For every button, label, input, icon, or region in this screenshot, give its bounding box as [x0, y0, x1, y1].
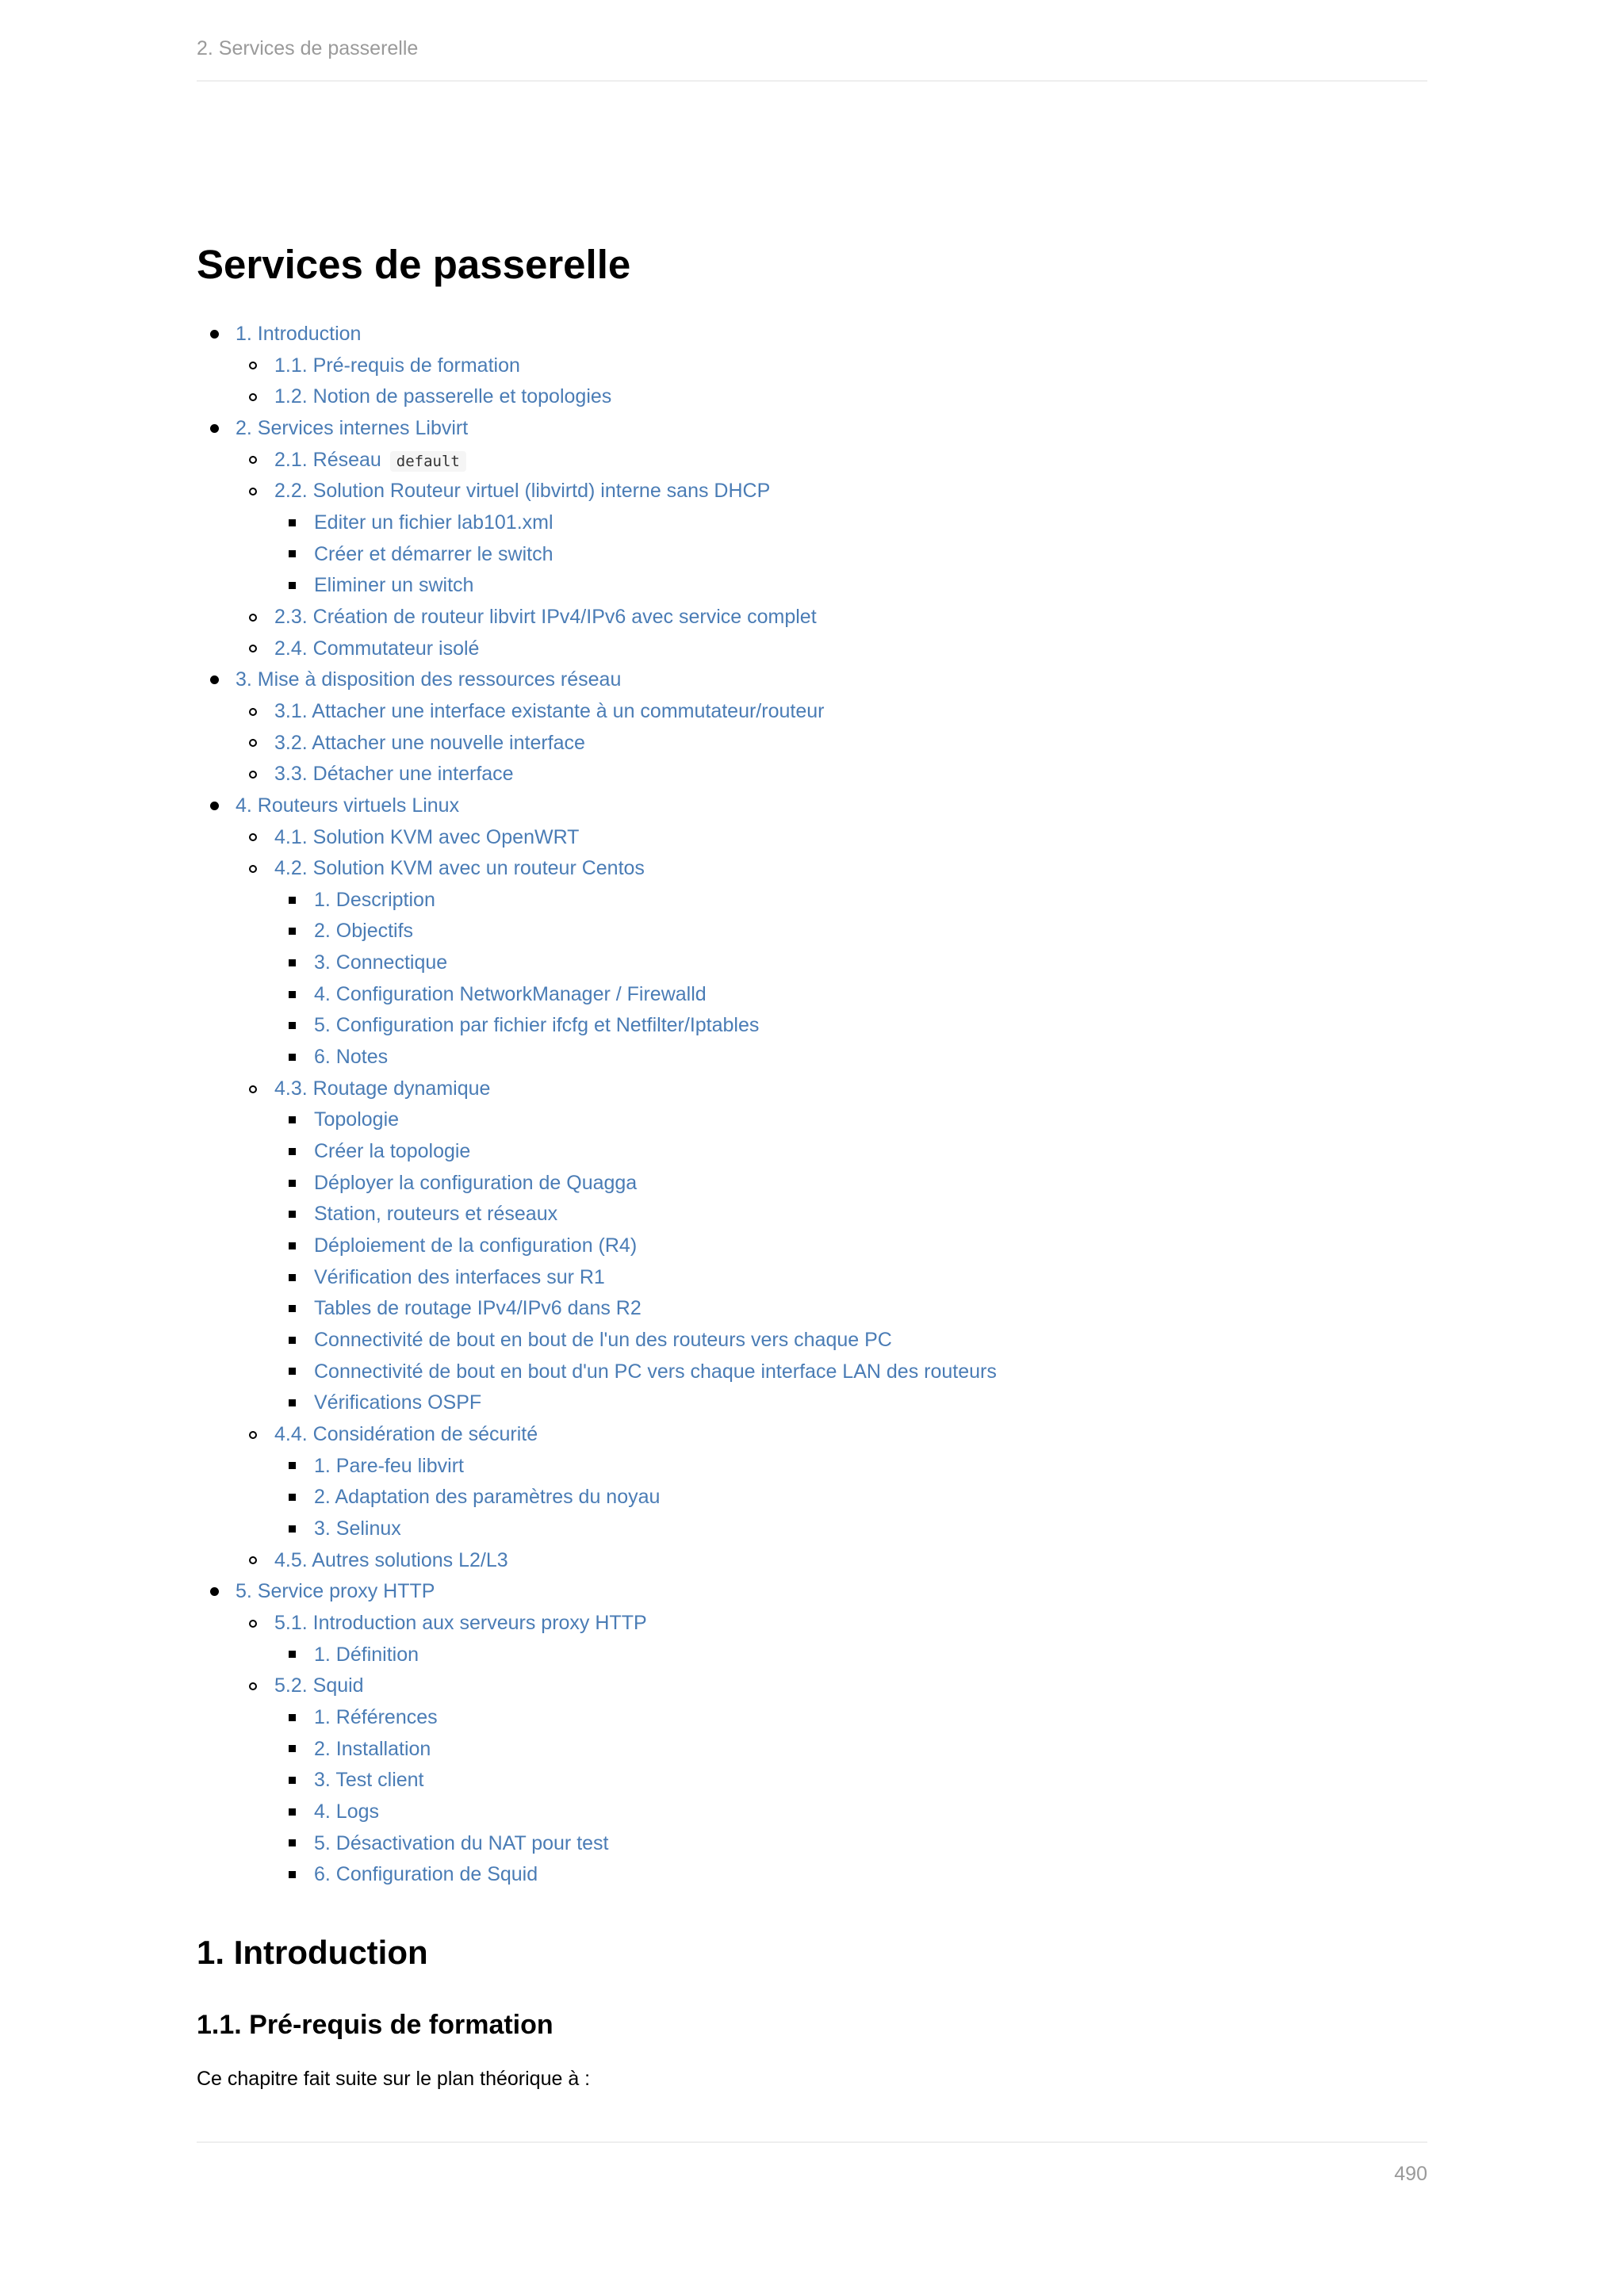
toc-link-label: Créer la topologie	[314, 1140, 471, 1163]
toc-link[interactable]	[314, 1734, 431, 1766]
circle-bullet-icon	[249, 708, 257, 716]
toc-item	[197, 602, 1427, 633]
toc-item	[197, 947, 1427, 979]
toc-link-label: 4.5. Autres solutions L2/L3	[274, 1548, 508, 1571]
toc-link-label: 6. Configuration de Squid	[314, 1863, 538, 1886]
toc-link-label: 2. Objectifs	[314, 920, 414, 943]
toc-link[interactable]	[274, 822, 579, 854]
toc-link[interactable]	[274, 350, 520, 382]
square-bullet-icon	[289, 1148, 296, 1155]
toc-link[interactable]	[274, 853, 645, 885]
toc-link-label: 4. Routeurs virtuels Linux	[236, 794, 460, 817]
inline-code: default	[390, 451, 466, 472]
toc-link[interactable]	[314, 979, 707, 1011]
square-bullet-icon	[289, 1462, 296, 1469]
header-divider	[197, 80, 1427, 82]
toc-item	[197, 696, 1427, 728]
toc-link-label: Vérifications OSPF	[314, 1391, 482, 1414]
toc-link[interactable]	[314, 916, 413, 947]
square-bullet-icon	[289, 1777, 296, 1784]
circle-bullet-icon	[249, 1085, 257, 1093]
toc-item	[197, 1357, 1427, 1388]
toc-item	[197, 853, 1427, 885]
disc-bullet-icon	[210, 675, 219, 684]
toc-link[interactable]	[314, 1513, 401, 1545]
toc-item	[197, 1042, 1427, 1073]
disc-bullet-icon	[210, 802, 219, 810]
toc-link-label: Vérification des interfaces sur R1	[314, 1265, 605, 1288]
toc-link-label: Créer et démarrer le switch	[314, 542, 553, 565]
toc-link-label: 2.4. Commutateur isolé	[274, 637, 480, 660]
section-heading-introduction: 1. Introduction	[197, 1934, 428, 1971]
square-bullet-icon	[289, 1337, 296, 1344]
toc-link[interactable]	[314, 1451, 464, 1483]
toc-link-label: 4.3. Routage dynamique	[274, 1077, 491, 1100]
circle-bullet-icon	[249, 362, 257, 369]
toc-link[interactable]	[314, 1104, 399, 1136]
toc-item	[197, 1010, 1427, 1042]
toc-link-label: 3.2. Attacher une nouvelle interface	[274, 731, 585, 754]
square-bullet-icon	[289, 1242, 296, 1249]
toc-link-label: 4. Configuration NetworkManager / Firewalld	[314, 982, 707, 1005]
toc-link[interactable]	[314, 1230, 637, 1262]
toc-link-label: 1. Pare-feu libvirt	[314, 1454, 464, 1477]
footer-divider	[197, 2141, 1427, 2143]
circle-bullet-icon	[249, 456, 257, 464]
disc-bullet-icon	[210, 424, 219, 433]
toc-link[interactable]	[314, 1765, 424, 1797]
square-bullet-icon	[289, 1116, 296, 1123]
toc-item	[197, 1451, 1427, 1483]
toc-link[interactable]	[274, 445, 466, 478]
toc-link[interactable]	[274, 602, 817, 633]
square-bullet-icon	[289, 928, 296, 935]
running-header: 2. Services de passerelle	[197, 37, 419, 59]
toc-item	[197, 1765, 1427, 1797]
toc-link-label: 1.1. Pré-requis de formation	[274, 354, 520, 377]
toc-link-label: Tables de routage IPv4/IPv6 dans R2	[314, 1297, 642, 1320]
toc-link[interactable]	[274, 728, 585, 760]
toc-item	[197, 1168, 1427, 1200]
toc-link-label: 3. Mise à disposition des ressources réseau	[236, 668, 622, 691]
toc-link[interactable]	[314, 1828, 608, 1860]
toc-link[interactable]	[314, 570, 473, 602]
square-bullet-icon	[289, 959, 296, 966]
circle-bullet-icon	[249, 645, 257, 652]
toc-item	[197, 728, 1427, 760]
toc-link-label: 2.1. Réseau	[274, 448, 381, 471]
toc-link-label: Eliminer un switch	[314, 574, 474, 597]
toc-item	[197, 1734, 1427, 1766]
toc-item	[197, 539, 1427, 571]
toc-link[interactable]	[314, 1640, 419, 1671]
toc-link-label: 2.2. Solution Routeur virtuel (libvirtd) interne sans DHCP	[274, 480, 771, 503]
toc-item	[197, 570, 1427, 602]
toc-link-label: 5.1. Introduction aux serveurs proxy HTTP	[274, 1611, 647, 1634]
square-bullet-icon	[289, 1274, 296, 1281]
body-paragraph: Ce chapitre fait suite sur le plan théorique à :	[197, 2068, 591, 2090]
toc-item	[197, 319, 1427, 350]
toc-link[interactable]	[236, 664, 621, 696]
toc-item	[197, 1608, 1427, 1640]
toc-link[interactable]	[274, 1608, 647, 1640]
toc-link-label: 3. Selinux	[314, 1517, 401, 1540]
toc-item	[197, 979, 1427, 1011]
toc-link-label: 1. Introduction	[236, 323, 362, 345]
circle-bullet-icon	[249, 865, 257, 873]
toc-item	[197, 1576, 1427, 1608]
toc-link-label: 2. Installation	[314, 1737, 431, 1760]
toc-link-label: 4.1. Solution KVM avec OpenWRT	[274, 825, 580, 848]
square-bullet-icon	[289, 1180, 296, 1187]
toc-item	[197, 885, 1427, 916]
toc-link-label: 1. Description	[314, 888, 435, 911]
toc-item	[197, 1419, 1427, 1451]
toc-item	[197, 413, 1427, 445]
toc-item	[197, 1387, 1427, 1419]
square-bullet-icon	[289, 1871, 296, 1878]
disc-bullet-icon	[210, 330, 219, 339]
toc-link[interactable]	[274, 1419, 538, 1451]
toc-link[interactable]	[236, 319, 361, 350]
toc-link-label: 3.1. Attacher une interface existante à un commutateur/routeur	[274, 699, 825, 722]
toc-item	[197, 1640, 1427, 1671]
circle-bullet-icon	[249, 1431, 257, 1439]
toc-link[interactable]	[274, 381, 611, 413]
toc-item	[197, 350, 1427, 382]
toc-link[interactable]	[314, 1136, 470, 1168]
circle-bullet-icon	[249, 833, 257, 841]
square-bullet-icon	[289, 1368, 296, 1375]
toc-link-label: Déployer la configuration de Quagga	[314, 1171, 638, 1194]
square-bullet-icon	[289, 1714, 296, 1721]
toc-link[interactable]	[314, 1482, 660, 1513]
toc-link[interactable]	[274, 1670, 364, 1702]
toc-link-label: Connectivité de bout en bout d'un PC vers chaque interface LAN des routeurs	[314, 1360, 997, 1383]
toc-link-label: Déploiement de la configuration (R4)	[314, 1234, 638, 1257]
toc-link[interactable]	[274, 476, 770, 507]
toc-link[interactable]	[314, 885, 435, 916]
toc-item	[197, 1482, 1427, 1513]
toc-link-label: Topologie	[314, 1108, 400, 1131]
toc-item	[197, 1073, 1427, 1105]
toc-link[interactable]	[314, 1262, 605, 1294]
square-bullet-icon	[289, 1808, 296, 1816]
toc-item	[197, 633, 1427, 665]
toc-item	[197, 1797, 1427, 1828]
square-bullet-icon	[289, 1745, 296, 1752]
toc-link-label: 4.2. Solution KVM avec un routeur Centos	[274, 857, 645, 880]
toc-link-label: Station, routeurs et réseaux	[314, 1203, 558, 1226]
toc-link-label: 1. Références	[314, 1705, 438, 1728]
circle-bullet-icon	[249, 1682, 257, 1690]
square-bullet-icon	[289, 519, 296, 526]
toc-link[interactable]	[236, 790, 459, 822]
toc-item	[197, 1670, 1427, 1702]
toc-link-label: 4. Logs	[314, 1800, 380, 1823]
square-bullet-icon	[289, 991, 296, 998]
toc-item	[197, 1199, 1427, 1230]
toc-item	[197, 507, 1427, 539]
circle-bullet-icon	[249, 1620, 257, 1628]
toc-link-label: 3.3. Détacher une interface	[274, 763, 514, 786]
toc-item	[197, 1513, 1427, 1545]
toc-link-label: 2.3. Création de routeur libvirt IPv4/IPv6 avec service complet	[274, 605, 817, 628]
toc-link-label: 3. Connectique	[314, 951, 448, 974]
toc-link[interactable]	[274, 1073, 490, 1105]
square-bullet-icon	[289, 897, 296, 904]
toc-item	[197, 1230, 1427, 1262]
circle-bullet-icon	[249, 614, 257, 622]
toc-item	[197, 822, 1427, 854]
subsection-heading-prerequisites: 1.1. Pré-requis de formation	[197, 2010, 553, 2040]
toc-link[interactable]	[314, 1010, 759, 1042]
toc-link[interactable]	[314, 1387, 481, 1419]
toc-link[interactable]	[314, 1293, 642, 1325]
toc-item	[197, 381, 1427, 413]
toc-link[interactable]	[314, 1797, 379, 1828]
toc-item	[197, 445, 1427, 476]
toc-item	[197, 476, 1427, 507]
toc-item	[197, 1859, 1427, 1891]
toc-link[interactable]	[314, 1325, 892, 1357]
toc-item	[197, 1104, 1427, 1136]
toc-link-label: 1.2. Notion de passerelle et topologies	[274, 385, 612, 408]
square-bullet-icon	[289, 1399, 296, 1406]
toc-item	[197, 1545, 1427, 1577]
toc-item	[197, 790, 1427, 822]
toc-link[interactable]	[274, 696, 824, 728]
toc-link-label: 5. Service proxy HTTP	[236, 1580, 435, 1603]
toc-link[interactable]	[236, 413, 468, 445]
toc-link[interactable]	[314, 1199, 557, 1230]
toc-link[interactable]	[314, 507, 553, 539]
toc-item	[197, 664, 1427, 696]
circle-bullet-icon	[249, 771, 257, 779]
toc-link[interactable]	[314, 1859, 538, 1891]
toc-link[interactable]	[314, 539, 553, 571]
toc-link-label: 5. Désactivation du NAT pour test	[314, 1831, 609, 1854]
toc-item	[197, 1293, 1427, 1325]
toc-link-label: 2. Adaptation des paramètres du noyau	[314, 1486, 661, 1509]
circle-bullet-icon	[249, 1556, 257, 1564]
square-bullet-icon	[289, 1494, 296, 1501]
toc-item	[197, 1262, 1427, 1294]
toc-link-label: 1. Définition	[314, 1643, 419, 1666]
toc-link[interactable]	[314, 1168, 637, 1200]
square-bullet-icon	[289, 1305, 296, 1312]
toc-link[interactable]	[236, 1576, 435, 1608]
toc-link[interactable]	[314, 1357, 997, 1388]
circle-bullet-icon	[249, 739, 257, 747]
circle-bullet-icon	[249, 393, 257, 401]
toc-link[interactable]	[314, 1042, 388, 1073]
square-bullet-icon	[289, 1525, 296, 1533]
toc-link[interactable]	[274, 633, 479, 665]
toc-item	[197, 1325, 1427, 1357]
toc-link[interactable]	[314, 1702, 438, 1734]
toc-item	[197, 759, 1427, 790]
table-of-contents	[197, 319, 1427, 1891]
toc-item	[197, 1828, 1427, 1860]
toc-item	[197, 1702, 1427, 1734]
toc-link-label: 3. Test client	[314, 1769, 424, 1792]
toc-link-label: 2. Services internes Libvirt	[236, 416, 469, 439]
square-bullet-icon	[289, 1839, 296, 1846]
toc-link-label: Editer un fichier lab101.xml	[314, 511, 553, 534]
toc-link-label: 5. Configuration par fichier ifcfg et Netfilter/Iptables	[314, 1014, 760, 1037]
toc-link-label: 6. Notes	[314, 1046, 389, 1069]
toc-link-label: 5.2. Squid	[274, 1674, 364, 1697]
toc-link-label: 4.4. Considération de sécurité	[274, 1422, 538, 1445]
square-bullet-icon	[289, 550, 296, 557]
toc-link[interactable]	[274, 1545, 508, 1577]
page-title: Services de passerelle	[197, 242, 631, 287]
disc-bullet-icon	[210, 1587, 219, 1596]
square-bullet-icon	[289, 1054, 296, 1061]
square-bullet-icon	[289, 1022, 296, 1029]
toc-link[interactable]	[274, 759, 514, 790]
square-bullet-icon	[289, 1211, 296, 1218]
toc-item	[197, 1136, 1427, 1168]
square-bullet-icon	[289, 1651, 296, 1658]
toc-item	[197, 916, 1427, 947]
toc-link-label: Connectivité de bout en bout de l'un des routeurs vers chaque PC	[314, 1329, 892, 1351]
toc-link[interactable]	[314, 947, 447, 979]
page-number: 490	[1394, 2163, 1427, 2185]
circle-bullet-icon	[249, 488, 257, 496]
square-bullet-icon	[289, 582, 296, 589]
